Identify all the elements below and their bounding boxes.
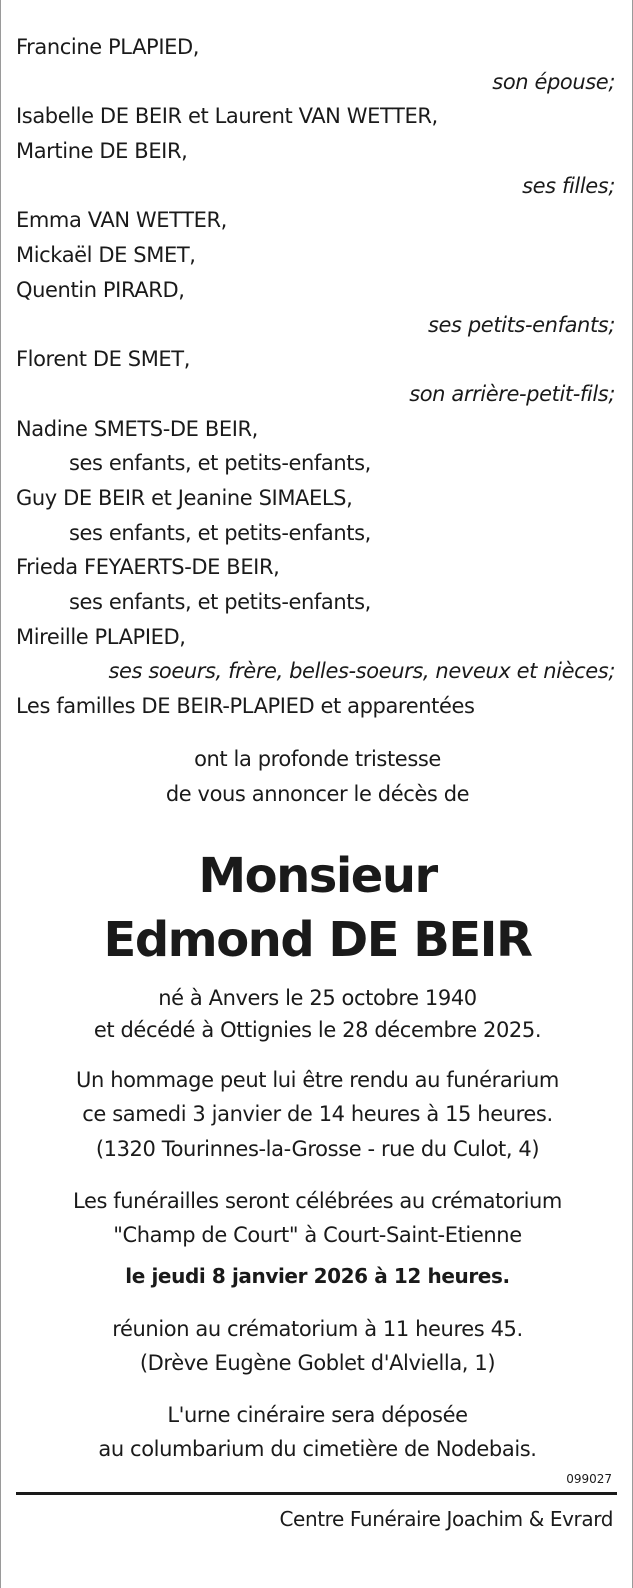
hommage-address: (1320 Tourinnes-la-Grosse - rue du Culot, 4) xyxy=(95,1137,540,1161)
urn-line-2: au columbarium du cimetière de Nodebais. xyxy=(98,1437,537,1461)
deceased-name: Edmond DE BEIR xyxy=(103,912,532,968)
descendants-line: ses enfants, et petits-enfants, xyxy=(69,520,371,545)
family-name-line: Frieda FEYAERTS-DE BEIR, xyxy=(16,555,280,580)
relationship-line: ses soeurs, frère, belles-soeurs, neveux et nièces; xyxy=(108,659,615,684)
family-name-line: Mickaël DE SMET, xyxy=(16,243,196,268)
deceased-title: Monsieur xyxy=(198,848,437,904)
meeting-address: (Drève Eugène Goblet d'Alviella, 1) xyxy=(139,1351,496,1375)
relationship-line: son épouse; xyxy=(492,69,615,94)
funeral-line-2: "Champ de Court" à Court-Saint-Etienne xyxy=(113,1223,522,1247)
hommage-line-2: ce samedi 3 janvier de 14 heures à 15 heures. xyxy=(82,1102,553,1126)
funeral-line-1: Les funérailles seront célébrées au crématorium xyxy=(73,1189,562,1213)
announcement-line-1: ont la profonde tristesse xyxy=(194,747,441,771)
relationship-line: ses petits-enfants; xyxy=(428,312,615,337)
divider-rule xyxy=(16,1492,617,1495)
family-name-line: Mireille PLAPIED, xyxy=(16,624,186,649)
death-line: et décédé à Ottignies le 28 décembre 2025. xyxy=(93,1018,542,1042)
family-name-line: Les familles DE BEIR-PLAPIED et apparentées xyxy=(16,694,475,719)
family-name-line: Nadine SMETS-DE BEIR, xyxy=(16,416,258,441)
family-name-line: Francine PLAPIED, xyxy=(16,35,200,59)
family-name-line: Florent DE SMET, xyxy=(16,347,191,372)
descendants-line: ses enfants, et petits-enfants, xyxy=(69,451,371,476)
family-name-line: Emma VAN WETTER, xyxy=(16,208,227,233)
descendants-line: ses enfants, et petits-enfants, xyxy=(69,590,371,614)
funeral-datetime: le jeudi 8 janvier 2026 à 12 heures. xyxy=(125,1264,510,1288)
family-name-line: Isabelle DE BEIR et Laurent VAN WETTER, xyxy=(16,104,438,129)
family-name-line: Guy DE BEIR et Jeanine SIMAELS, xyxy=(16,485,353,510)
reference-number: 099027 xyxy=(566,1472,612,1486)
funeral-home-name: Centre Funéraire Joachim & Evrard xyxy=(279,1507,613,1531)
announcement-line-2: de vous annoncer le décès de xyxy=(165,782,470,806)
birth-line: né à Anvers le 25 octobre 1940 xyxy=(158,986,477,1010)
relationship-line: ses filles; xyxy=(522,173,615,198)
urn-line-1: L'urne cinéraire sera déposée xyxy=(167,1403,468,1427)
hommage-line-1: Un hommage peut lui être rendu au funérarium xyxy=(76,1068,559,1092)
family-name-line: Quentin PIRARD, xyxy=(16,277,185,302)
family-name-line: Martine DE BEIR, xyxy=(16,139,188,164)
relationship-line: son arrière-petit-fils; xyxy=(409,381,615,406)
family-list xyxy=(16,30,615,724)
meeting-line: réunion au crématorium à 11 heures 45. xyxy=(112,1317,523,1341)
